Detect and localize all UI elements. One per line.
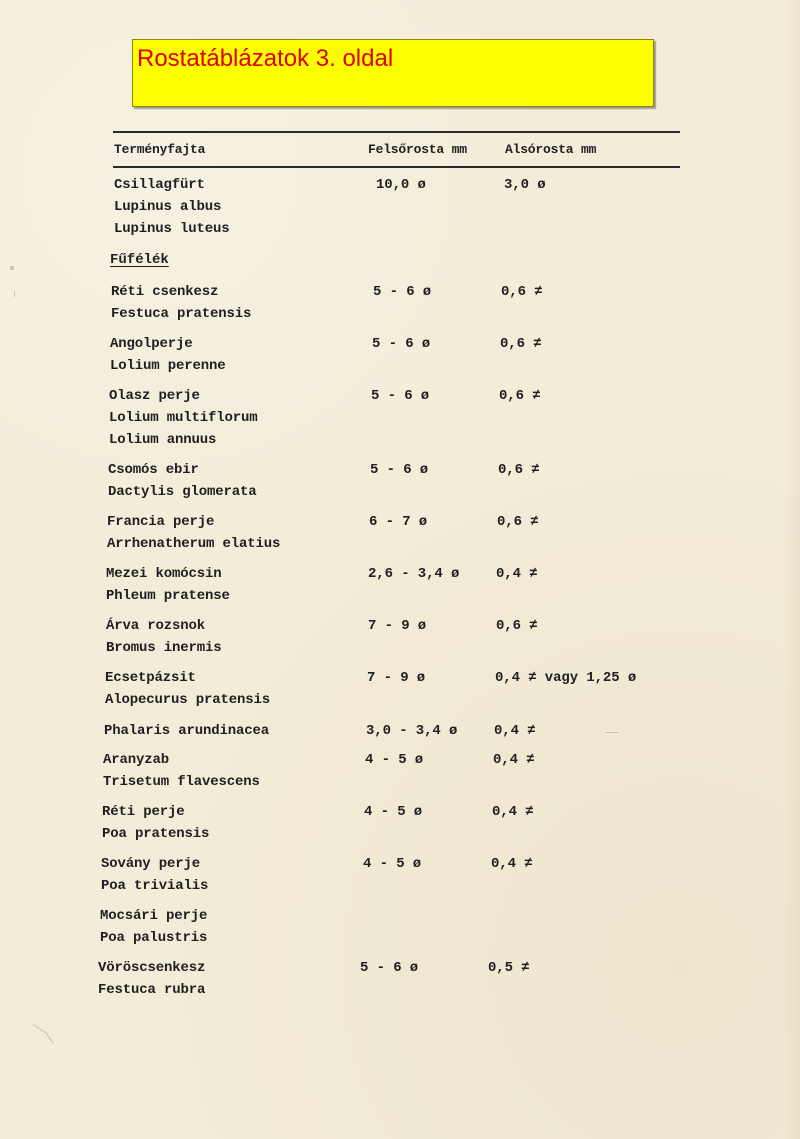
crop-name-cell bbox=[107, 511, 362, 555]
table-row bbox=[114, 174, 764, 237]
upper-sieve-value: 7 - 9 ø bbox=[368, 618, 427, 634]
crop-common-name: Vöröscsenkesz bbox=[98, 960, 206, 976]
page-edge-shadow bbox=[784, 0, 800, 1139]
crop-latin-name: Bromus inermis bbox=[106, 640, 222, 656]
crop-name-cell bbox=[103, 749, 358, 793]
crop-common-name: Olasz perje bbox=[109, 388, 200, 404]
crop-name-cell bbox=[106, 615, 361, 659]
crop-latin-name: Lolium perenne bbox=[110, 358, 226, 374]
crop-name-cell bbox=[102, 801, 357, 845]
lower-sieve-value: 0,5 ≠ bbox=[488, 960, 530, 976]
upper-sieve-value: 4 - 5 ø bbox=[365, 752, 424, 768]
upper-sieve-value: 4 - 5 ø bbox=[363, 856, 422, 872]
crop-name-cell bbox=[110, 333, 365, 377]
crop-latin-name: Poa trivialis bbox=[101, 878, 209, 894]
paper-scratch bbox=[47, 1034, 54, 1044]
lower-sieve-value: 0,4 ≠ bbox=[492, 804, 534, 820]
upper-sieve-value: 7 - 9 ø bbox=[367, 670, 426, 686]
table-row bbox=[103, 749, 753, 795]
crop-latin-name: Poa palustris bbox=[100, 930, 208, 946]
crop-latin-name: Poa pratensis bbox=[102, 826, 210, 842]
table-row bbox=[102, 801, 752, 847]
table-top-rule bbox=[113, 131, 680, 133]
crop-name-cell bbox=[100, 905, 355, 949]
page-header-banner bbox=[132, 39, 654, 107]
crop-latin-name: Lolium annuus bbox=[109, 432, 217, 448]
lower-sieve-value: 0,4 ≠ vagy 1,25 ø bbox=[495, 670, 637, 686]
paper-scratch bbox=[33, 1024, 49, 1035]
upper-sieve-value: 4 - 5 ø bbox=[364, 804, 423, 820]
crop-common-name: Sovány perje bbox=[101, 856, 201, 872]
lower-sieve-value: 0,4 ≠ bbox=[496, 566, 538, 582]
crop-name-cell bbox=[98, 957, 353, 1001]
upper-sieve-value: 5 - 6 ø bbox=[372, 336, 431, 352]
table-row bbox=[101, 853, 751, 899]
crop-common-name: Francia perje bbox=[107, 514, 215, 530]
crop-latin-name: Festuca rubra bbox=[98, 982, 206, 998]
table-row bbox=[108, 459, 758, 505]
table-row bbox=[98, 957, 748, 1003]
lower-sieve-value: 0,6 ≠ bbox=[501, 284, 543, 300]
table-row bbox=[109, 385, 759, 448]
crop-common-name: Aranyzab bbox=[103, 752, 170, 768]
crop-name-cell bbox=[101, 853, 356, 897]
table-row bbox=[100, 905, 750, 951]
upper-sieve-value: 10,0 ø bbox=[376, 177, 426, 193]
paper-speck bbox=[10, 266, 14, 270]
crop-common-name: Mocsári perje bbox=[100, 908, 208, 924]
crop-name-cell bbox=[109, 385, 364, 451]
upper-sieve-value: 5 - 6 ø bbox=[371, 388, 430, 404]
crop-latin-name: Phalaris arundinacea bbox=[104, 723, 270, 739]
lower-sieve-value: 0,4 ≠ bbox=[491, 856, 533, 872]
crop-latin-name: Alopecurus pratensis bbox=[105, 692, 271, 708]
upper-sieve-value: 2,6 - 3,4 ø bbox=[368, 566, 460, 582]
crop-latin-name: Festuca pratensis bbox=[111, 306, 252, 322]
table-row bbox=[110, 333, 760, 379]
lower-sieve-value: 0,6 ≠ bbox=[497, 514, 539, 530]
upper-sieve-value: 5 - 6 ø bbox=[370, 462, 429, 478]
upper-sieve-value: 3,0 - 3,4 ø bbox=[366, 723, 458, 739]
crop-name-cell bbox=[114, 174, 369, 240]
crop-common-name: Angolperje bbox=[110, 336, 193, 352]
table-header-rule bbox=[113, 166, 680, 168]
crop-latin-name: Dactylis glomerata bbox=[108, 484, 257, 500]
upper-sieve-value: 5 - 6 ø bbox=[373, 284, 432, 300]
crop-latin-name: Lolium multiflorum bbox=[109, 410, 258, 426]
lower-sieve-value: 0,4 ≠ bbox=[494, 723, 536, 739]
lower-sieve-value: 0,6 ≠ bbox=[499, 388, 541, 404]
crop-name-cell bbox=[105, 667, 360, 711]
upper-sieve-value: 5 - 6 ø bbox=[360, 960, 419, 976]
column-header-upper-sieve: Felsőrosta mm bbox=[368, 142, 467, 157]
crop-name-cell bbox=[106, 563, 361, 607]
table-row bbox=[106, 615, 756, 661]
lower-sieve-value: 0,6 ≠ bbox=[496, 618, 538, 634]
crop-common-name: Mezei komócsin bbox=[106, 566, 222, 582]
lower-sieve-value: 0,4 ≠ bbox=[493, 752, 535, 768]
section-title-grasses: Fűfélék bbox=[110, 252, 169, 268]
crop-latin-name: Trisetum flavescens bbox=[103, 774, 260, 790]
crop-latin-name: Phleum pratense bbox=[106, 588, 230, 604]
crop-common-name: Csomós ebir bbox=[108, 462, 199, 478]
crop-latin-name: Lupinus albus bbox=[114, 199, 222, 215]
lower-sieve-value: 3,0 ø bbox=[504, 177, 546, 193]
upper-sieve-value: 6 - 7 ø bbox=[369, 514, 428, 530]
lower-sieve-value: 0,6 ≠ bbox=[498, 462, 540, 478]
table-row bbox=[111, 281, 761, 327]
crop-common-name: Árva rozsnok bbox=[106, 618, 206, 634]
crop-name-cell bbox=[111, 281, 366, 325]
table-row bbox=[107, 511, 757, 557]
crop-latin-name: Lupinus luteus bbox=[114, 221, 230, 237]
lower-sieve-value: 0,6 ≠ bbox=[500, 336, 542, 352]
column-header-crop-type: Terményfajta bbox=[114, 142, 206, 157]
column-header-lower-sieve: Alsórosta mm bbox=[505, 142, 597, 157]
crop-common-name: Csillagfürt bbox=[114, 177, 205, 193]
crop-common-name: Ecsetpázsit bbox=[105, 670, 196, 686]
crop-name-cell bbox=[104, 720, 359, 742]
crop-common-name: Réti perje bbox=[102, 804, 185, 820]
crop-common-name: Réti csenkesz bbox=[111, 284, 219, 300]
table-row bbox=[105, 667, 755, 713]
crop-name-cell bbox=[108, 459, 363, 503]
page-title: Rostatáblázatok 3. oldal bbox=[137, 45, 394, 72]
crop-latin-name: Arrhenatherum elatius bbox=[107, 536, 281, 552]
table-row bbox=[106, 563, 756, 609]
paper-speck bbox=[14, 291, 15, 297]
